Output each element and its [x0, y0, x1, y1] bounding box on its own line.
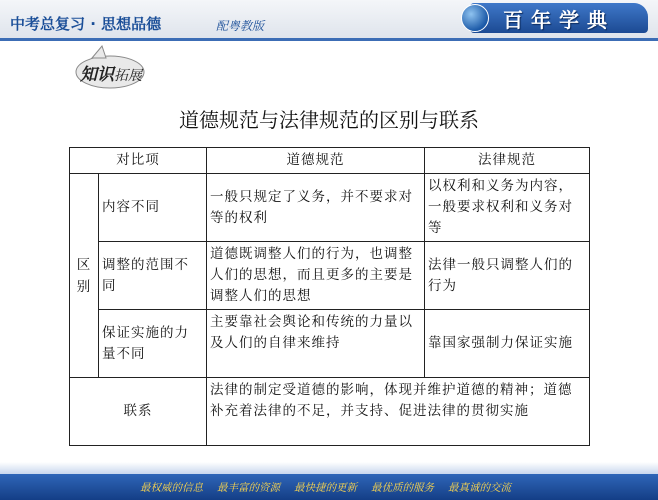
row-item-cell: 调整的范围不同 — [99, 242, 207, 310]
comparison-table — [69, 147, 590, 446]
header-cell-law: 法律规范 — [425, 148, 590, 174]
link-text-cell: 法律的制定受道德的影响，体现并维护道德的精神；道德补充着法律的不足，并支持、促进法律的贯彻实施 — [207, 378, 590, 446]
footer-item: 最真诚的交流 — [448, 482, 511, 494]
row-moral-cell: 一般只规定了义务，并不要求对等的权利 — [207, 174, 425, 242]
table-row — [70, 378, 590, 446]
header-subtitle: 配粤教版 — [216, 19, 265, 33]
table-row — [70, 310, 590, 378]
group-label-cell: 区别 — [70, 174, 99, 378]
row-item-cell: 内容不同 — [99, 174, 207, 242]
footer-items — [140, 480, 511, 495]
table-row — [70, 242, 590, 310]
row-moral-cell: 主要靠社会舆论和传统的力量以及人们的自律来维持 — [207, 310, 425, 378]
section-badge — [70, 44, 170, 92]
brand-banner — [470, 3, 648, 33]
badge-label-big: 知识 — [80, 65, 114, 85]
badge-label — [80, 60, 142, 85]
footer-item: 最快捷的更新 — [294, 482, 357, 494]
header-title: 中考总复习 · 思想品德 — [10, 15, 162, 33]
brand-text: 百年学典 — [503, 7, 615, 32]
header-cell-item: 对比项 — [70, 148, 207, 174]
page-title: 道德规范与法律规范的区别与联系 — [179, 108, 479, 132]
header-cell-moral: 道德规范 — [207, 148, 425, 174]
row-law-cell: 以权利和义务为内容，一般要求权利和义务对等 — [425, 174, 590, 242]
table-row — [70, 174, 590, 242]
footer-item: 最优质的服务 — [371, 482, 434, 494]
row-law-cell: 法律一般只调整人们的行为 — [425, 242, 590, 310]
footer-item: 最权威的信息 — [140, 482, 203, 494]
footer-band — [0, 462, 658, 474]
link-label-cell: 联系 — [70, 378, 207, 446]
table-header-row — [70, 148, 590, 174]
badge-label-small: 拓展 — [114, 68, 142, 84]
footer-item: 最丰富的资源 — [217, 482, 280, 494]
footer-bar — [0, 474, 658, 500]
row-law-cell: 靠国家强制力保证实施 — [425, 310, 590, 378]
header-divider — [0, 38, 658, 41]
row-item-cell: 保证实施的力量不同 — [99, 310, 207, 378]
globe-icon — [461, 4, 489, 32]
row-moral-cell: 道德既调整人们的行为，也调整人们的思想，而且更多的主要是调整人们的思想 — [207, 242, 425, 310]
